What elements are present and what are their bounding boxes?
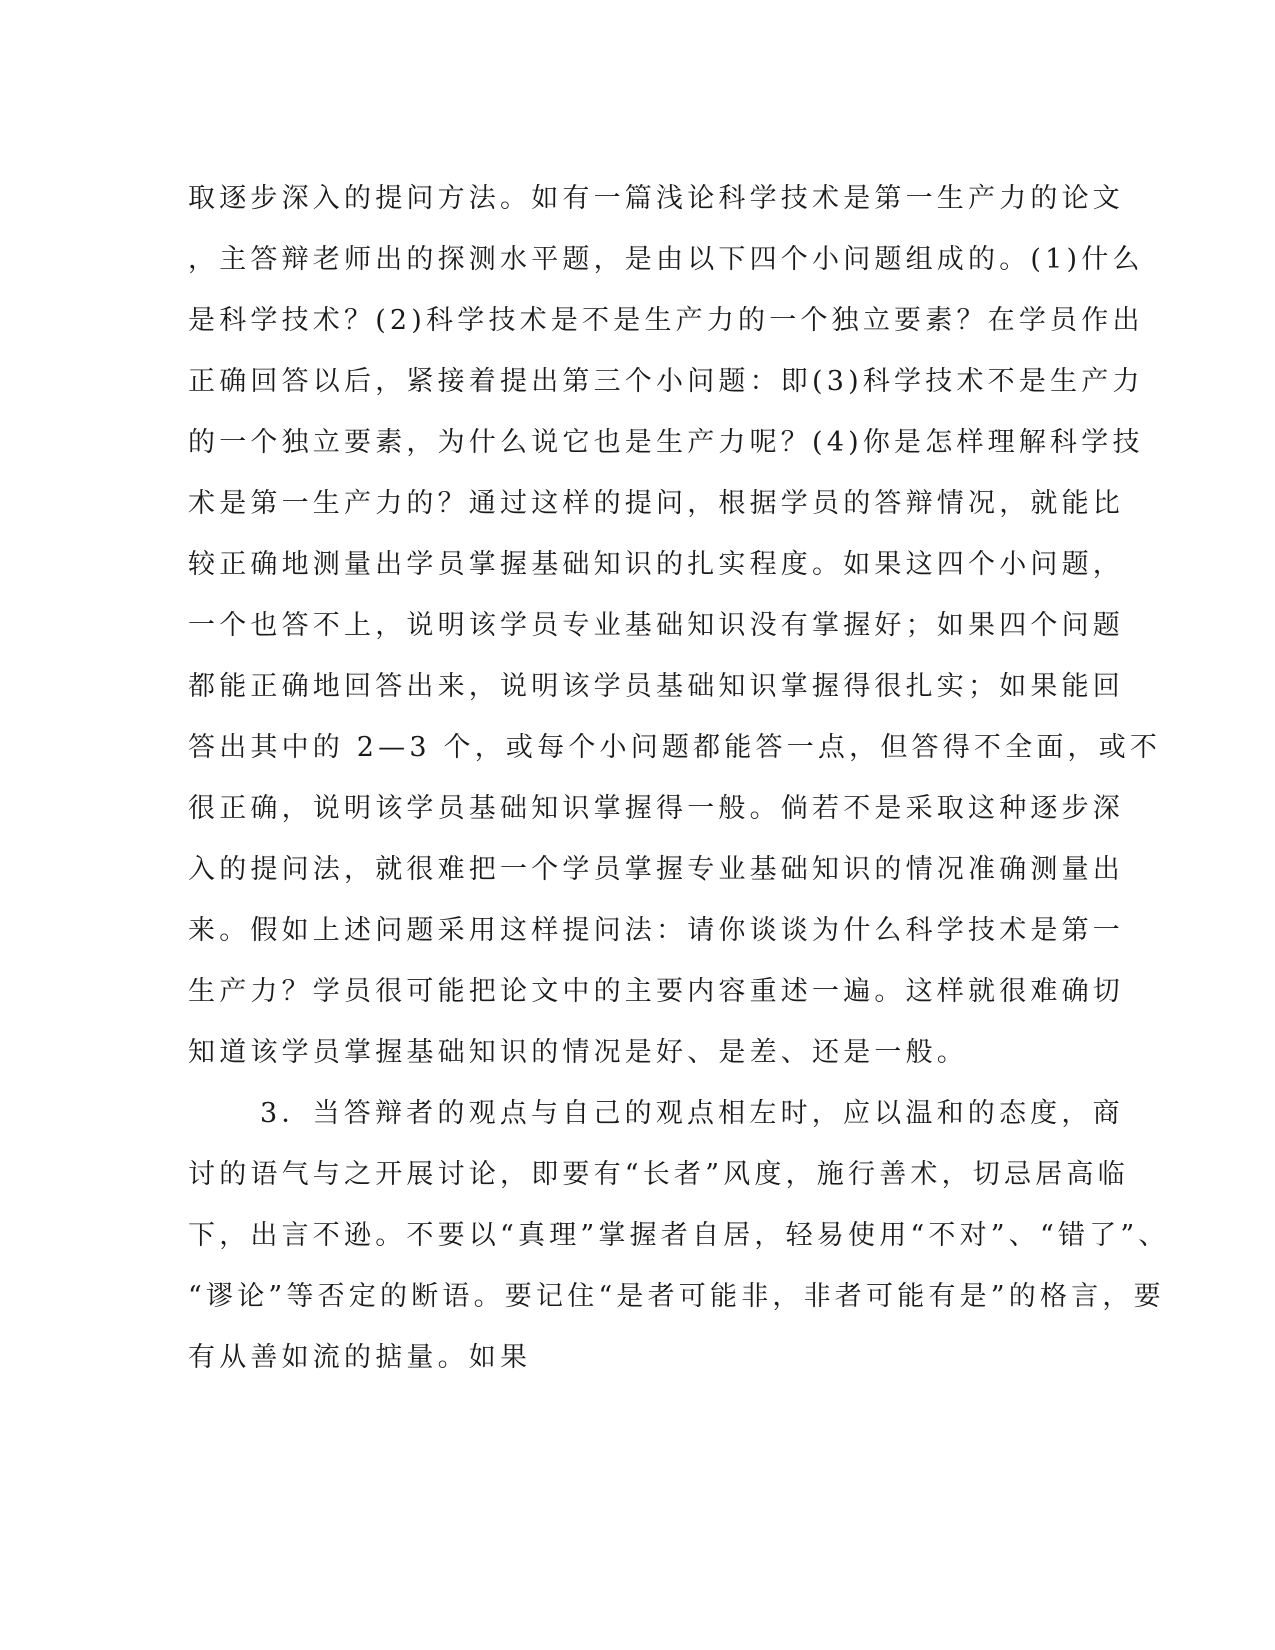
- text-line: 下，出言不逊。不要以“真理”掌握者自居，轻易使用“不对”、“错了”、: [188, 1220, 1170, 1251]
- text-line: “谬论”等否定的断语。要记住“是者可能非，非者可能有是”的格言，要: [188, 1281, 1165, 1312]
- text-line: ，主答辩老师出的探测水平题，是由以下四个小问题组成的。(1)什么: [188, 244, 1144, 275]
- text-line: 较正确地测量出学员掌握基础知识的扎实程度。如果这四个小问题，: [188, 549, 1124, 580]
- text-line: 答出其中的 2—3 个，或每个小问题都能答一点，但答得不全面，或不: [188, 732, 1162, 763]
- text-line: 的一个独立要素，为什么说它也是生产力呢？(4)你是怎样理解科学技: [188, 427, 1144, 458]
- body-text: [188, 168, 1170, 1388]
- section-3-first-line: 3．当答辩者的观点与自己的观点相左时，应以温和的态度，商: [260, 1098, 1124, 1129]
- text-line: 取逐步深入的提问方法。如有一篇浅论科学技术是第一生产力的论文: [188, 183, 1124, 214]
- text-line: 是科学技术？(2)科学技术是不是生产力的一个独立要素？在学员作出: [188, 305, 1144, 336]
- text-line: 很正确，说明该学员基础知识掌握得一般。倘若不是采取这种逐步深: [188, 793, 1124, 824]
- text-line: 讨的语气与之开展讨论，即要有“长者”风度，施行善术，切忌居高临: [188, 1159, 1129, 1190]
- text-line: 有从善如流的掂量。如果: [188, 1342, 532, 1373]
- text-line: 知道该学员掌握基础知识的情况是好、是差、还是一般。: [188, 1037, 968, 1068]
- text-line: 正确回答以后，紧接着提出第三个小问题：即(3)科学技术不是生产力: [188, 366, 1144, 397]
- text-line: 来。假如上述问题采用这样提问法：请你谈谈为什么科学技术是第一: [188, 915, 1124, 946]
- text-line: 都能正确地回答出来，说明该学员基础知识掌握得很扎实；如果能回: [188, 671, 1124, 702]
- text-line: 一个也答不上，说明该学员专业基础知识没有掌握好；如果四个问题: [188, 610, 1124, 641]
- text-line: 生产力？学员很可能把论文中的主要内容重述一遍。这样就很难确切: [188, 976, 1124, 1007]
- text-line: 入的提问法，就很难把一个学员掌握专业基础知识的情况准确测量出: [188, 854, 1124, 885]
- text-line: 术是第一生产力的？通过这样的提问，根据学员的答辩情况，就能比: [188, 488, 1124, 519]
